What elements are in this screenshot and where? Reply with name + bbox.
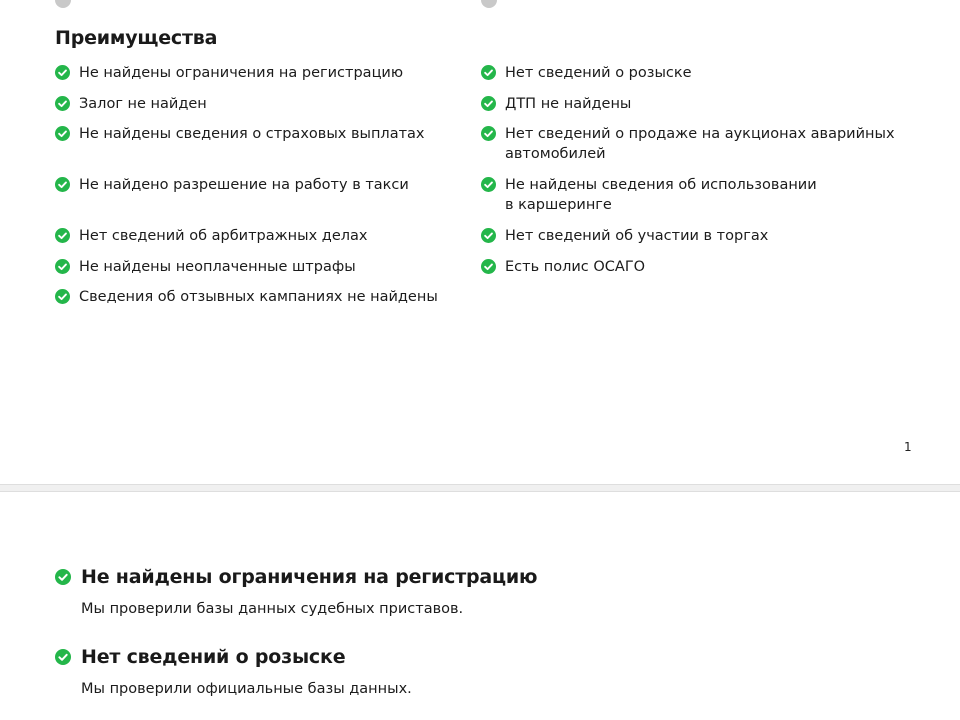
advantage-text: Залог не найден [79,96,207,112]
advantage-text: Не найдены сведения о страховых выплатах [79,126,425,142]
page-divider [0,484,960,492]
advantage-text [505,257,905,277]
check-circle-icon [481,228,496,243]
status-icon [55,0,71,8]
advantage-text: Не найдено разрешение на работу в такси [79,177,409,193]
check-circle-icon [481,96,496,111]
check-circle-icon [55,65,70,80]
advantage-text-line: ДТП не найдены [505,96,632,112]
check-circle-icon [481,126,496,141]
advantage-text: Сведения об отзывных кампаниях не найдены [79,289,438,305]
advantage-text-line: Нет сведений о продаже на аукционах аварийных [505,126,895,142]
advantage-text [505,124,905,164]
check-circle-icon [55,259,70,274]
check-circle-icon [55,649,71,665]
detail-description: Мы проверили базы данных судебных приставов. [81,601,464,617]
advantage-text: Не найдены неоплаченные штрафы [79,259,356,275]
check-circle-icon [55,228,70,243]
page-number: 1 [904,440,912,454]
check-circle-icon [481,65,496,80]
advantage-text-line: Не найдены сведения об использовании [505,177,817,193]
advantage-text [505,226,905,246]
check-circle-icon [55,289,70,304]
previous-section-remnant [0,0,960,2]
check-circle-icon [481,259,496,274]
detail-heading: Нет сведений о розыске [81,646,346,668]
advantage-text-line: Есть полис ОСАГО [505,259,646,275]
advantage-text [505,94,905,114]
status-icon [481,0,497,8]
advantage-text-line: Нет сведений о розыске [505,65,692,81]
advantage-text: Не найдены ограничения на регистрацию [79,65,404,81]
advantage-text [505,63,905,83]
advantage-text: Нет сведений об арбитражных делах [79,228,368,244]
advantage-text-line: автомобилей [505,146,606,162]
detail-heading: Не найдены ограничения на регистрацию [81,566,538,588]
check-circle-icon [55,96,70,111]
advantage-text-line: в каршеринге [505,197,612,213]
check-circle-icon [55,126,70,141]
detail-description: Мы проверили официальные базы данных. [81,681,412,697]
check-circle-icon [481,177,496,192]
check-circle-icon [55,177,70,192]
advantages-title: Преимущества [55,27,218,49]
advantage-text [505,175,905,215]
advantage-text-line: Нет сведений об участии в торгах [505,228,769,244]
check-circle-icon [55,569,71,585]
